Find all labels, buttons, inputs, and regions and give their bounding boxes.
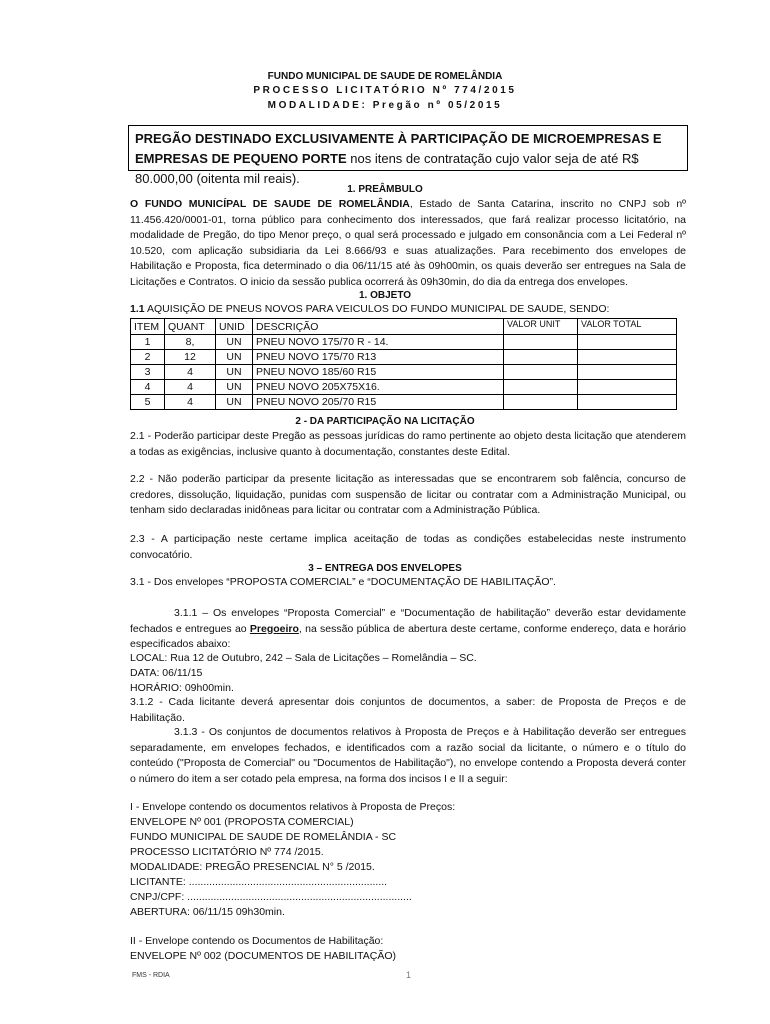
envelope1-abertura: ABERTURA: 06/11/15 09h30min.	[130, 906, 285, 918]
preambulo-paragraph	[130, 197, 686, 290]
cell-valor-unit	[504, 365, 578, 380]
header-quant: QUANT	[165, 319, 216, 335]
entrega-3-1-1-start: 3.1.1 – Os envelopes “Proposta Comercial” e “Documentação de habilitação” deverão estar devidamente fechados e entregues ao	[130, 607, 686, 635]
envelope1-fund: FUNDO MUNICIPAL DE SAUDE DE ROMELÂNDIA - SC	[130, 831, 397, 843]
cell-desc: PNEU NOVO 175/70 R - 14.	[253, 335, 504, 350]
objeto-paragraph	[130, 303, 609, 315]
cell-item: 3	[131, 365, 165, 380]
entrega-3-1-1-end: , na sessão pública de abertura deste certame, conforme endereço, data e horário especificados abaixo:	[130, 622, 686, 650]
notice-rest-text: nos itens de contratação cujo valor seja de até R$ 80.000,00 (oitenta mil reais).	[135, 151, 639, 186]
notice-bold-text: PREGÃO DESTINADO EXCLUSIVAMENTE À PARTICIPAÇÃO DE MICROEMPRESAS E EMPRESAS DE PEQUENO PORTE	[135, 131, 662, 166]
page-number: 1	[406, 970, 412, 980]
cell-valor-total	[578, 395, 677, 410]
table-row	[131, 335, 677, 350]
section-participacao-title: 2 - DA PARTICIPAÇÃO NA LICITAÇÃO	[295, 416, 475, 427]
cell-quant: 4	[165, 395, 216, 410]
exclusive-participation-notice	[128, 125, 688, 186]
cell-quant: 8,	[165, 335, 216, 350]
cell-item: 5	[131, 395, 165, 410]
objeto-number: 1.1	[130, 303, 145, 315]
header-modality: MODALIDADE: Pregão nº 05/2015	[267, 100, 503, 111]
header-valor-unit: VALOR UNIT	[504, 319, 578, 335]
envelope1-title: I - Envelope contendo os documentos relativos à Proposta de Preços:	[130, 801, 456, 813]
table-row	[131, 350, 677, 365]
cell-unid: UN	[216, 350, 253, 365]
pregoeiro-term: Pregoeiro	[249, 622, 299, 635]
header-fund-name: FUNDO MUNICIPAL DE SAUDE DE ROMELÂNDIA	[267, 71, 503, 82]
cell-valor-unit	[504, 335, 578, 350]
cell-valor-total	[578, 335, 677, 350]
table-row	[131, 395, 677, 410]
cell-unid: UN	[216, 395, 253, 410]
cell-item: 2	[131, 350, 165, 365]
table-row	[131, 380, 677, 395]
entrega-3-1-2: 3.1.2 - Cada licitante deverá apresentar dois conjuntos de documentos, a saber: de Proposta de Preços e de Habilitação.	[130, 696, 686, 724]
header-unid: UNID	[216, 319, 253, 335]
cell-valor-unit	[504, 350, 578, 365]
cell-valor-total	[578, 350, 677, 365]
header-descricao: DESCRIÇÃO	[253, 319, 504, 335]
cell-desc: PNEU NOVO 205/70 R15	[253, 395, 504, 410]
cell-valor-total	[578, 380, 677, 395]
cell-item: 1	[131, 335, 165, 350]
section-objeto-title: 1. OBJETO	[358, 290, 412, 301]
header-process-number: PROCESSO LICITATÓRIO Nº 774/2015	[253, 85, 517, 96]
items-table	[130, 318, 677, 410]
envelope1-licitante: LICITANTE: ....................................................................	[130, 876, 388, 888]
entrega-3-1: 3.1 - Dos envelopes “PROPOSTA COMERCIAL” e “DOCUMENTAÇÃO DE HABILITAÇÃO”.	[130, 576, 556, 588]
header-valor-total: VALOR TOTAL	[578, 319, 677, 335]
table-header-row	[131, 319, 677, 335]
cell-desc: PNEU NOVO 185/60 R15	[253, 365, 504, 380]
envelope1-number: ENVELOPE Nº 001 (PROPOSTA COMERCIAL)	[130, 816, 354, 828]
preambulo-text: , Estado de Santa Catarina, inscrito no CNPJ sob nº 11.456.420/0001-01, torna público para conhecimento dos interessados, que fará realizar processo licitatório, na modalidade de Pregão, do tipo Menor preço, o qual será processado e julgado em consonância com a Lei Federal nº 10.520, com aplicação subsidiaria da Lei 8.666/93 e suas atualizações. Para recebimento dos envelopes de Habilitação e Proposta, fica determinado o dia 06/11/15 até às 09h00min, os quais deverão ser entregues na Sala de Licitações e Contratos. O inicio da sessão publica ocorrerá às 09h30min, do dia da entrega dos envelopes.	[130, 198, 687, 288]
footer-code: FMS - RDIA	[132, 972, 170, 979]
section-preambulo-title: 1. PREÂMBULO	[347, 184, 423, 195]
cell-valor-unit	[504, 395, 578, 410]
cell-desc: PNEU NOVO 205X75X16.	[253, 380, 504, 395]
objeto-text: AQUISIÇÃO DE PNEUS NOVOS PARA VEICULOS DO FUNDO MUNICIPAL DE SAUDE, SENDO:	[144, 303, 610, 315]
cell-quant: 4	[165, 365, 216, 380]
entrega-3-1-3: 3.1.3 - Os conjuntos de documentos relativos à Proposta de Preços e à Habilitação deverão ser entregues separadamente, em envelopes fechados, e identificados com a razão social da licitante, o número e o título do conteúdo ("Proposta de Comercial" ou "Documentos de Habilitação"), no envelope contendo a Proposta deverá conter o número do item a ser cotado pela empresa, na forma dos incisos I e II a seguir:	[130, 726, 686, 785]
cell-unid: UN	[216, 380, 253, 395]
cell-quant: 12	[165, 350, 216, 365]
participacao-2-2: 2.2 - Não poderão participar da presente licitação as interessadas que se encontrarem sob falência, concurso de credores, dissolução, liquidação, punidas com suspensão de licitar ou contratar com a Administração Municipal, ou tenham sido declaradas inidôneas para licitar ou contratar com a Administração Pública.	[130, 473, 686, 516]
cell-valor-unit	[504, 380, 578, 395]
envelope2-number: ENVELOPE Nº 002 (DOCUMENTOS DE HABILITAÇÃO)	[130, 950, 397, 962]
preambulo-org-name: O FUNDO MUNICÍPAL DE SAUDE DE ROMELÂNDIA	[130, 198, 410, 210]
section-entrega-title: 3 – ENTREGA DOS ENVELOPES	[308, 563, 462, 574]
entrega-3-1-1	[130, 606, 686, 653]
cell-unid: UN	[216, 365, 253, 380]
cell-quant: 4	[165, 380, 216, 395]
cell-valor-total	[578, 365, 677, 380]
cell-item: 4	[131, 380, 165, 395]
envelope2-title: II - Envelope contendo os Documentos de Habilitação:	[130, 935, 384, 947]
table-row	[131, 365, 677, 380]
participacao-2-3: 2.3 - A participação neste certame implica aceitação de todas as condições estabelecidas neste instrumento convocatório.	[130, 533, 686, 561]
entrega-data: DATA: 06/11/15	[130, 667, 203, 679]
cell-desc: PNEU NOVO 175/70 R13	[253, 350, 504, 365]
cell-unid: UN	[216, 335, 253, 350]
participacao-2-1: 2.1 - Poderão participar deste Pregão as pessoas jurídicas do ramo pertinente ao objeto desta licitação que atenderem a todas as exigências, inclusive quanto à documentação, constantes deste Edital.	[130, 430, 686, 458]
entrega-horario: HORÁRIO: 09h00min.	[130, 682, 234, 694]
envelope1-cnpj: CNPJ/CPF: .............................................................................	[130, 891, 412, 903]
envelope1-modality: MODALIDADE: PREGÃO PRESENCIAL N° 5 /2015.	[130, 861, 375, 873]
header-item: ITEM	[131, 319, 165, 335]
entrega-local: LOCAL: Rua 12 de Outubro, 242 – Sala de Licitações – Romelândia – SC.	[130, 652, 477, 664]
envelope1-process: PROCESSO LICITATÓRIO Nº 774 /2015.	[130, 846, 324, 858]
